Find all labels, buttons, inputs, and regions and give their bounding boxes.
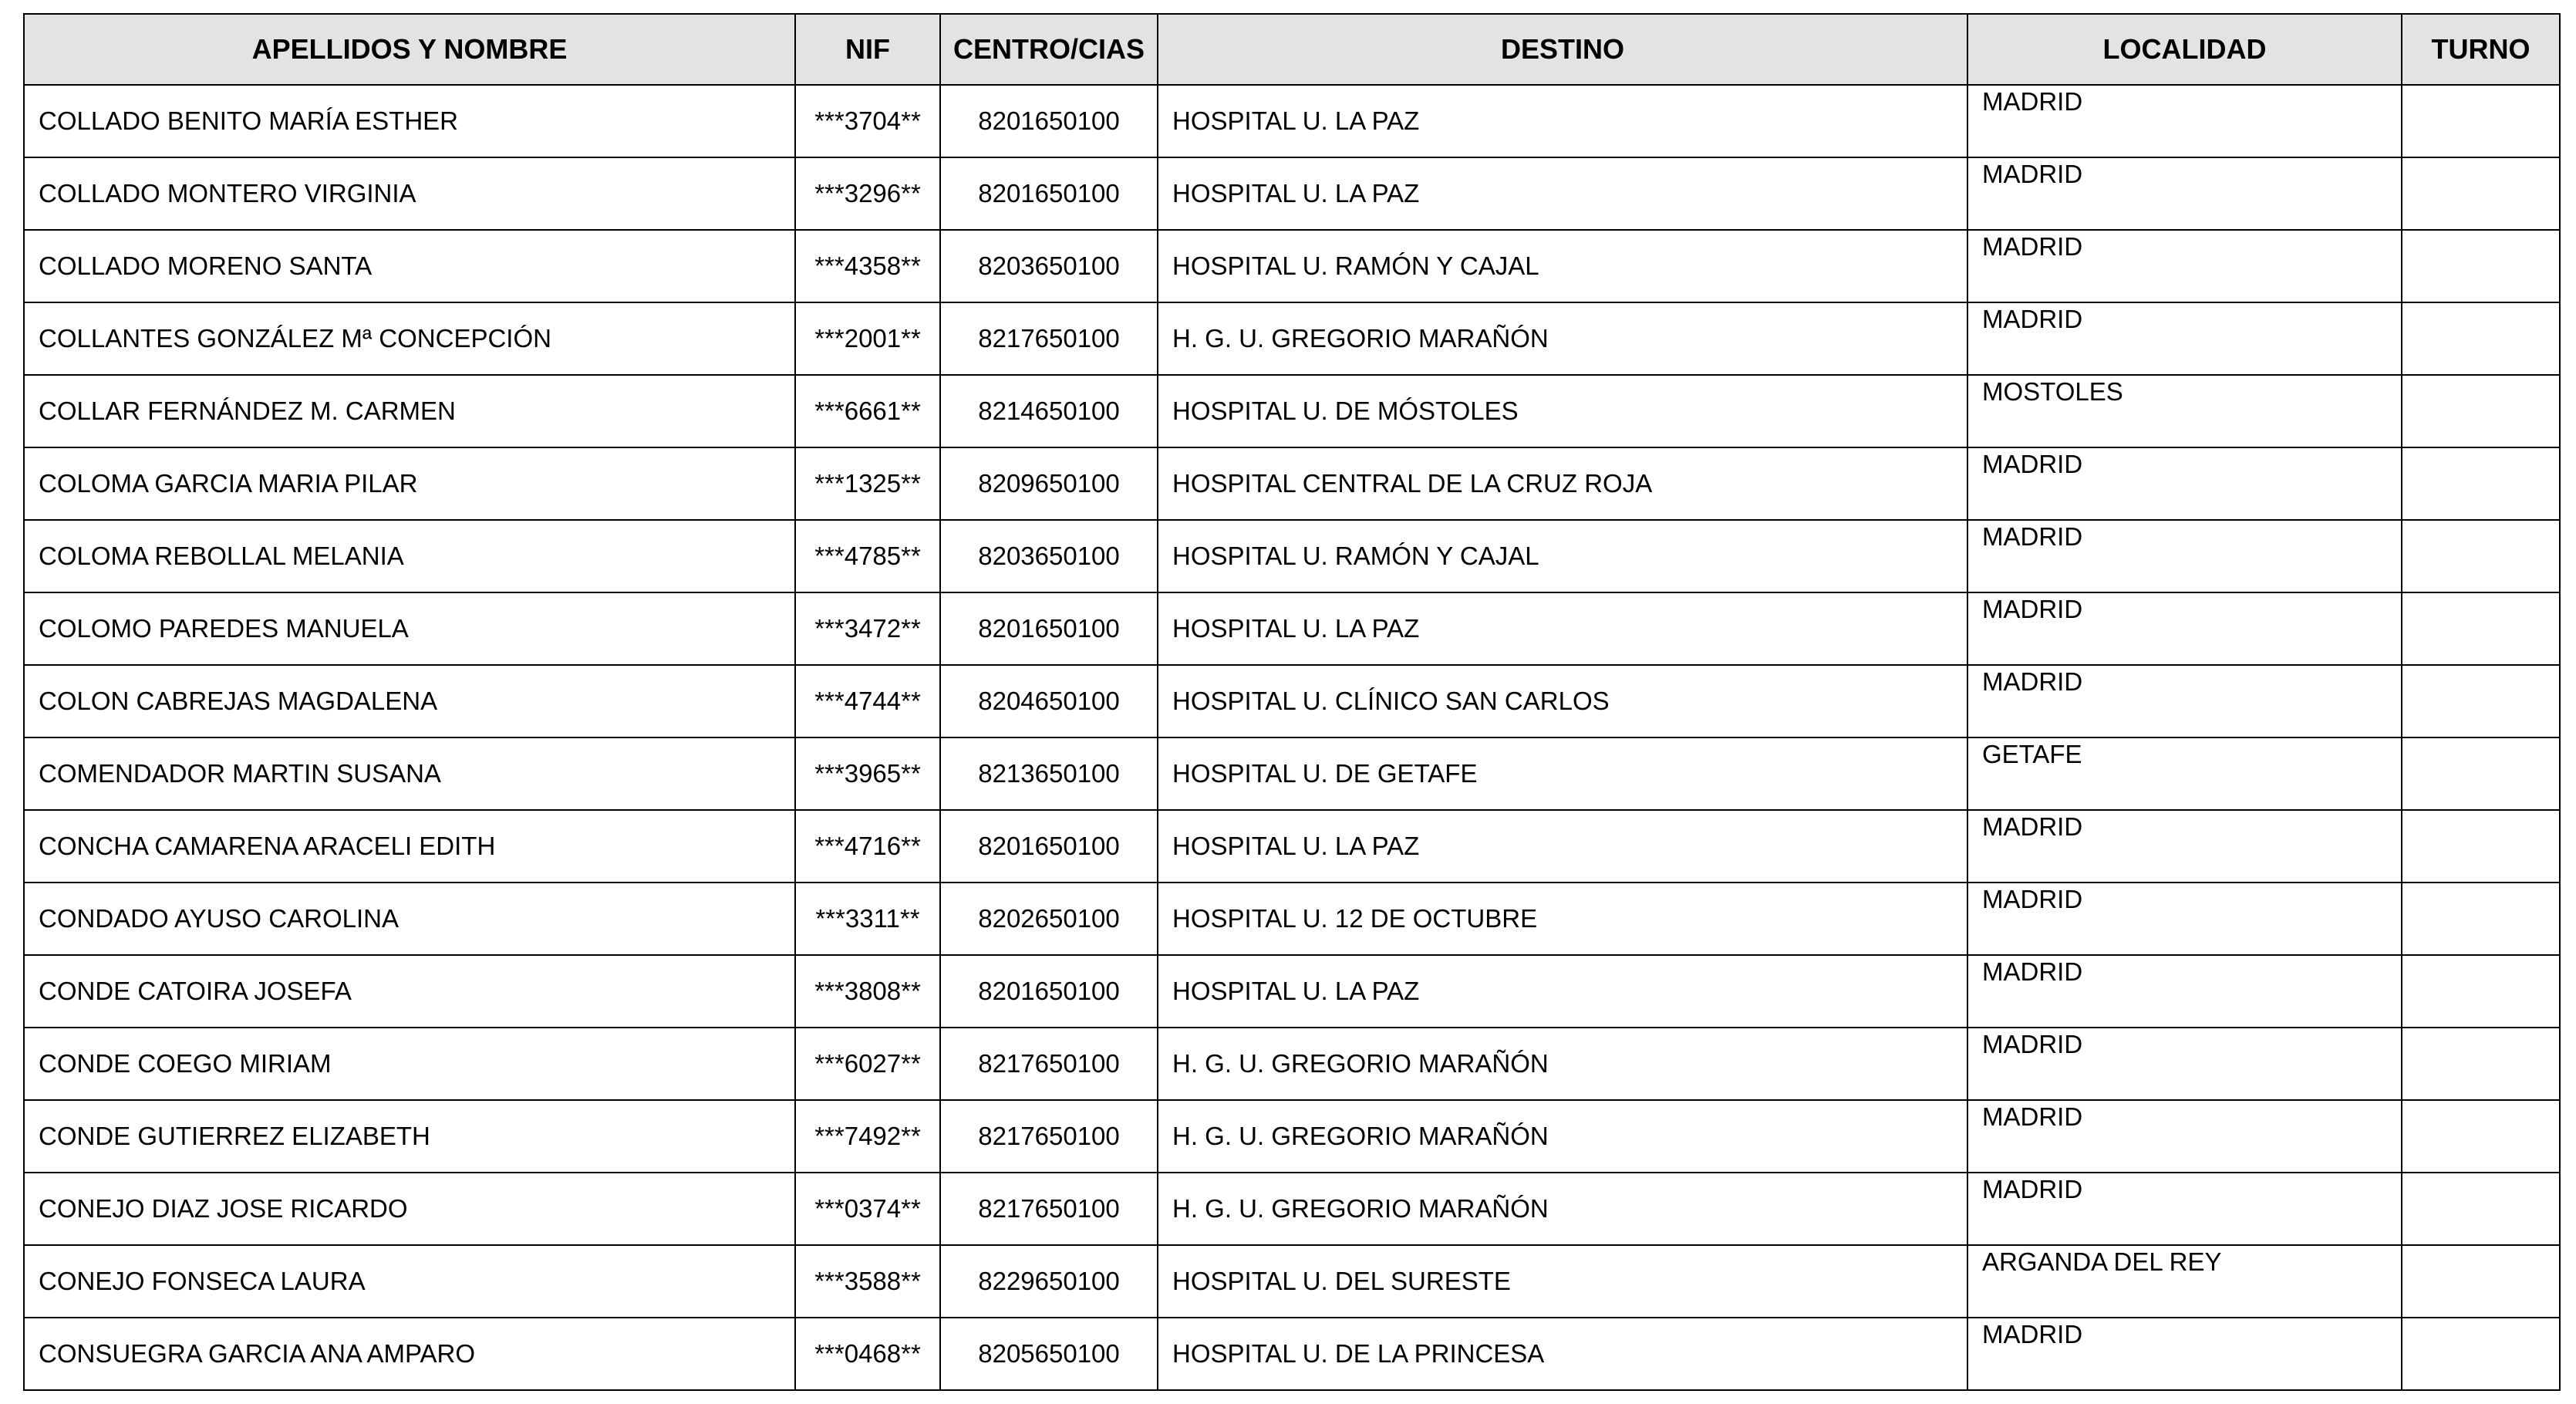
cell-centro: 8201650100 — [940, 592, 1158, 665]
cell-localidad: MADRID — [1967, 665, 2402, 737]
cell-turno — [2402, 1245, 2560, 1318]
cell-localidad: MADRID — [1967, 883, 2402, 955]
cell-nif: ***1325** — [795, 447, 940, 520]
cell-localidad: MADRID — [1967, 447, 2402, 520]
cell-turno — [2402, 157, 2560, 230]
table-row — [24, 1318, 2560, 1390]
cell-localidad: MADRID — [1967, 85, 2402, 157]
cell-nif: ***3808** — [795, 955, 940, 1028]
column-header-localidad: LOCALIDAD — [1967, 14, 2402, 85]
cell-turno — [2402, 665, 2560, 737]
cell-localidad: MADRID — [1967, 302, 2402, 375]
cell-destino: HOSPITAL U. DE GETAFE — [1158, 737, 1967, 810]
cell-destino: HOSPITAL U. DEL SURESTE — [1158, 1245, 1967, 1318]
cell-turno — [2402, 592, 2560, 665]
cell-name: CONEJO DIAZ JOSE RICARDO — [24, 1173, 795, 1245]
cell-localidad: MADRID — [1967, 520, 2402, 592]
cell-name: CONEJO FONSECA LAURA — [24, 1245, 795, 1318]
table-row — [24, 883, 2560, 955]
cell-name: CONDE COEGO MIRIAM — [24, 1028, 795, 1100]
cell-turno — [2402, 85, 2560, 157]
cell-destino: HOSPITAL U. LA PAZ — [1158, 157, 1967, 230]
table-row — [24, 592, 2560, 665]
cell-destino: HOSPITAL U. RAMÓN Y CAJAL — [1158, 520, 1967, 592]
cell-destino: HOSPITAL U. CLÍNICO SAN CARLOS — [1158, 665, 1967, 737]
cell-centro: 8229650100 — [940, 1245, 1158, 1318]
cell-localidad: MOSTOLES — [1967, 375, 2402, 447]
cell-destino: HOSPITAL U. LA PAZ — [1158, 955, 1967, 1028]
table-row — [24, 302, 2560, 375]
cell-localidad: MADRID — [1967, 1318, 2402, 1390]
cell-nif: ***3965** — [795, 737, 940, 810]
table-row — [24, 1173, 2560, 1245]
table-row — [24, 1245, 2560, 1318]
cell-centro: 8203650100 — [940, 230, 1158, 302]
cell-destino: HOSPITAL U. 12 DE OCTUBRE — [1158, 883, 1967, 955]
cell-name: CONDE CATOIRA JOSEFA — [24, 955, 795, 1028]
cell-turno — [2402, 447, 2560, 520]
cell-nif: ***3311** — [795, 883, 940, 955]
cell-centro: 8201650100 — [940, 85, 1158, 157]
cell-destino: HOSPITAL U. RAMÓN Y CAJAL — [1158, 230, 1967, 302]
cell-turno — [2402, 1028, 2560, 1100]
cell-centro: 8209650100 — [940, 447, 1158, 520]
cell-nif: ***3704** — [795, 85, 940, 157]
cell-destino: H. G. U. GREGORIO MARAÑÓN — [1158, 1028, 1967, 1100]
table-body — [24, 85, 2560, 1390]
cell-destino: HOSPITAL CENTRAL DE LA CRUZ ROJA — [1158, 447, 1967, 520]
column-header-nif: NIF — [795, 14, 940, 85]
cell-nif: ***6027** — [795, 1028, 940, 1100]
table-row — [24, 157, 2560, 230]
cell-turno — [2402, 810, 2560, 883]
cell-centro: 8201650100 — [940, 157, 1158, 230]
cell-nif: ***3472** — [795, 592, 940, 665]
cell-centro: 8201650100 — [940, 955, 1158, 1028]
cell-name: COLLANTES GONZÁLEZ Mª CONCEPCIÓN — [24, 302, 795, 375]
cell-turno — [2402, 230, 2560, 302]
cell-centro: 8213650100 — [940, 737, 1158, 810]
table-row — [24, 737, 2560, 810]
cell-turno — [2402, 520, 2560, 592]
cell-localidad: MADRID — [1967, 1100, 2402, 1173]
cell-turno — [2402, 1100, 2560, 1173]
cell-localidad: MADRID — [1967, 230, 2402, 302]
cell-destino: H. G. U. GREGORIO MARAÑÓN — [1158, 1173, 1967, 1245]
cell-localidad: MADRID — [1967, 810, 2402, 883]
table-row — [24, 955, 2560, 1028]
table-row — [24, 230, 2560, 302]
cell-centro: 8217650100 — [940, 1100, 1158, 1173]
column-header-destino: DESTINO — [1158, 14, 1967, 85]
cell-nif: ***4358** — [795, 230, 940, 302]
cell-nif: ***6661** — [795, 375, 940, 447]
cell-centro: 8217650100 — [940, 1028, 1158, 1100]
column-header-turno: TURNO — [2402, 14, 2560, 85]
cell-nif: ***4744** — [795, 665, 940, 737]
cell-destino: HOSPITAL U. LA PAZ — [1158, 810, 1967, 883]
cell-name: COLLADO BENITO MARÍA ESTHER — [24, 85, 795, 157]
cell-localidad: ARGANDA DEL REY — [1967, 1245, 2402, 1318]
column-header-name: APELLIDOS Y NOMBRE — [24, 14, 795, 85]
cell-turno — [2402, 955, 2560, 1028]
cell-localidad: GETAFE — [1967, 737, 2402, 810]
cell-destino: HOSPITAL U. LA PAZ — [1158, 592, 1967, 665]
cell-turno — [2402, 883, 2560, 955]
cell-destino: HOSPITAL U. LA PAZ — [1158, 85, 1967, 157]
cell-name: COLOMA GARCIA MARIA PILAR — [24, 447, 795, 520]
cell-name: COLON CABREJAS MAGDALENA — [24, 665, 795, 737]
table-row — [24, 85, 2560, 157]
cell-centro: 8203650100 — [940, 520, 1158, 592]
cell-nif: ***4785** — [795, 520, 940, 592]
cell-name: COMENDADOR MARTIN SUSANA — [24, 737, 795, 810]
cell-centro: 8217650100 — [940, 1173, 1158, 1245]
cell-centro: 8202650100 — [940, 883, 1158, 955]
cell-name: COLLADO MONTERO VIRGINIA — [24, 157, 795, 230]
cell-localidad: MADRID — [1967, 157, 2402, 230]
cell-centro: 8204650100 — [940, 665, 1158, 737]
cell-centro: 8214650100 — [940, 375, 1158, 447]
cell-destino: H. G. U. GREGORIO MARAÑÓN — [1158, 302, 1967, 375]
table-header — [24, 14, 2560, 85]
cell-turno — [2402, 1318, 2560, 1390]
cell-localidad: MADRID — [1967, 1028, 2402, 1100]
cell-nif: ***2001** — [795, 302, 940, 375]
cell-name: COLOMA REBOLLAL MELANIA — [24, 520, 795, 592]
cell-nif: ***3296** — [795, 157, 940, 230]
cell-name: CONDE GUTIERREZ ELIZABETH — [24, 1100, 795, 1173]
cell-nif: ***0374** — [795, 1173, 940, 1245]
cell-turno — [2402, 302, 2560, 375]
cell-name: COLLAR FERNÁNDEZ M. CARMEN — [24, 375, 795, 447]
table-row — [24, 447, 2560, 520]
cell-turno — [2402, 375, 2560, 447]
cell-turno — [2402, 1173, 2560, 1245]
table-row — [24, 665, 2560, 737]
cell-localidad: MADRID — [1967, 955, 2402, 1028]
cell-centro: 8217650100 — [940, 302, 1158, 375]
cell-destino: HOSPITAL U. DE LA PRINCESA — [1158, 1318, 1967, 1390]
table-row — [24, 1100, 2560, 1173]
assignment-table — [23, 13, 2561, 1391]
cell-nif: ***3588** — [795, 1245, 940, 1318]
table-row — [24, 1028, 2560, 1100]
cell-destino: H. G. U. GREGORIO MARAÑÓN — [1158, 1100, 1967, 1173]
cell-name: COLLADO MORENO SANTA — [24, 230, 795, 302]
cell-turno — [2402, 737, 2560, 810]
cell-nif: ***7492** — [795, 1100, 940, 1173]
cell-localidad: MADRID — [1967, 1173, 2402, 1245]
cell-destino: HOSPITAL U. DE MÓSTOLES — [1158, 375, 1967, 447]
table-row — [24, 375, 2560, 447]
column-header-centro: CENTRO/CIAS — [940, 14, 1158, 85]
cell-nif: ***0468** — [795, 1318, 940, 1390]
table-row — [24, 810, 2560, 883]
cell-name: CONDADO AYUSO CAROLINA — [24, 883, 795, 955]
cell-nif: ***4716** — [795, 810, 940, 883]
cell-centro: 8201650100 — [940, 810, 1158, 883]
table-row — [24, 520, 2560, 592]
cell-name: COLOMO PAREDES MANUELA — [24, 592, 795, 665]
cell-localidad: MADRID — [1967, 592, 2402, 665]
header-row — [24, 14, 2560, 85]
cell-centro: 8205650100 — [940, 1318, 1158, 1390]
cell-name: CONCHA CAMARENA ARACELI EDITH — [24, 810, 795, 883]
cell-name: CONSUEGRA GARCIA ANA AMPARO — [24, 1318, 795, 1390]
